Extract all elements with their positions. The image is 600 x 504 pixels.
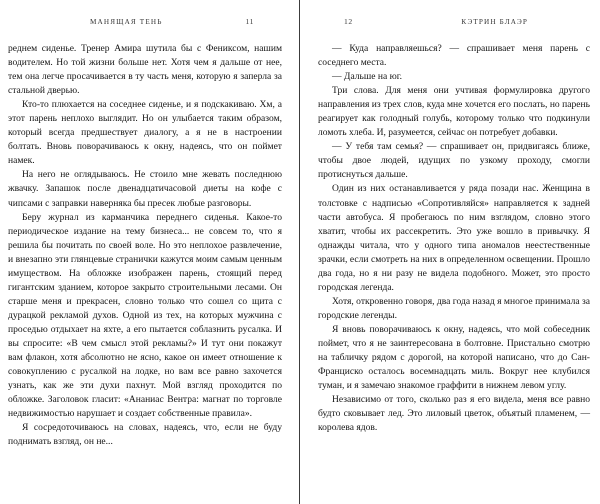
paragraph: Я вновь поворачиваюсь к окну, надеясь, что мой собеседник поймет, что я не заинтересована в болтовне. Пристально смотрю на табличку рядом с дорогой, на которой написано, что до Сан-Франциско осталось восемнадцать миль. Вокруг нее клубился туман, и я замечаю знакомое граффити в нижнем левом углу. — [318, 323, 590, 392]
right-page-body-text — [318, 42, 590, 435]
paragraph: Хотя, откровенно говоря, два года назад я многое принимала за городские легенды. — [318, 295, 590, 321]
paragraph: Я сосредоточиваюсь на словах, надеясь, что, если не буду поднимать взгляд, он не... — [8, 422, 282, 448]
right-running-head-title: КЭТРИН БЛАЭР — [461, 18, 528, 26]
paragraph: — У тебя там семья? — спрашивает он, придвигаясь ближе, чтобы двое людей, идущих по узкому проходу, смогли протиснуться дальше. — [318, 141, 590, 181]
paragraph: Три слова. Для меня они учтивая формулировка другого направления из трех слов, куда мне хочется его послать, но парень реагирует как голодный голубь, которому только что подкинули ломоть хлеба. И, разумеется, сейчас он потребует добавки. — [318, 85, 590, 139]
paragraph: Независимо от того, сколько раз я его видела, меня все равно будто сковывает лед. Это лиловый цветок, объятый пламенем, — королева ядов. — [318, 394, 590, 434]
right-page-running-head — [318, 0, 590, 30]
left-page-body-text — [8, 42, 282, 449]
paragraph: Беру журнал из карманчика переднего сиденья. Какое-то периодическое издание на тему бизнеса... не совсем то, что я решила бы почитать по своей воле. Но это неплохое развлечение, и внезапно эти глянцевые странички кажутся моим самым ценным имуществом. На обложке изображен парень, стоящий перед гигантским зданием, которое закрыто строительными лесами. Он старше меня и прекрасен, словно только что сошел со щита с дурацкой рекламой духов. Одной из тех, на которых мужчина с проседью отдыхает на яхте, а его пытается соблазнить русалка. И вы спросите: «В чем смысл этой рекламы?» И тут они покажут вам флакон, хотя абсолютно не ясно, какое он имеет отношение к совокуплению с русалкой на лодке, но вам все равно захочется узнать, как же эти духи пахнут. Мой взгляд проходится по обложке. Заголовок гласит: «Ананиас Вентра: магнат по торговле недвижимостью нарушает и создает собственные правила». — [8, 211, 282, 420]
left-running-head-title: МАНЯЩАЯ ТЕНЬ — [90, 18, 163, 26]
left-page-running-head — [8, 0, 282, 30]
left-page-folio: 11 — [245, 17, 254, 26]
right-book-page — [300, 0, 600, 504]
paragraph: Кто-то плюхается на соседнее сиденье, и я подскакиваю. Хм, а этот парень неплохо выглядит. Но он улыбается таким образом, который всегда предшествует диалогу, а я не в настроении болтать. Вновь поворачиваюсь к окну, надеясь, что он поймет намек. — [8, 99, 282, 167]
right-page-folio: 12 — [344, 17, 353, 26]
paragraph: реднем сиденье. Тренер Амира шутила бы с Фениксом, нашим водителем. Но той жизни больше нет. Хотя чем я дальше от нее, тем она легче просачивается в ту часть меня, которую я заперла за стальной дверью. — [8, 43, 282, 97]
paragraph: — Куда направляешься? — спрашивает меня парень с соседнего места. — [318, 43, 590, 69]
paragraph: Один из них останавливается у ряда позади нас. Женщина в толстовке с надписью «Сопротивляйся» направляется к задней части автобуса. Я пробегаюсь по ним взглядом, словно этого хватит, чтобы их рассекретить. Это уже вошло в привычку. Я однажды читала, что у одного типа аномалов неестественные зрачки, если смотреть на них в определенном освещении. Прошло два года, но я ни разу не видела подобного. Может, это просто городская легенда. — [318, 183, 590, 293]
page-gutter-divider — [299, 0, 300, 504]
paragraph: — Дальше на юг. — [332, 71, 402, 83]
paragraph: На него не оглядываюсь. Не стоило мне жевать последнюю жвачку. Запашок после двенадцатичасовой диеты на кофе с чипсами с заправки наверняка бы пресек любые разговоры. — [8, 169, 282, 209]
